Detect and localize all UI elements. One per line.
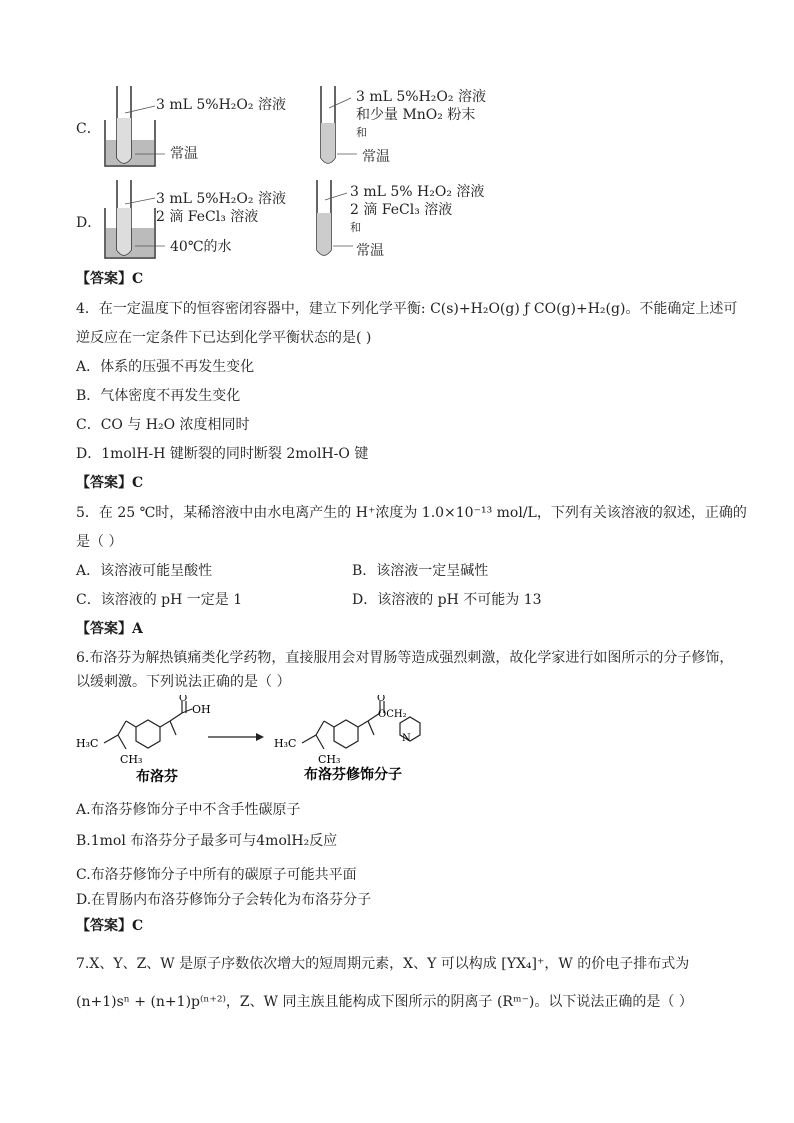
mol1-oh: OH <box>192 703 211 716</box>
q6-stem-line2: 以缓刺激。下列说法正确的是（ ） <box>76 674 291 690</box>
d-right-catalyst-label: 2 滴 FeCl₃ 溶液 <box>350 202 453 218</box>
ibuprofen-molecule <box>104 701 192 749</box>
q5-option-b: B．该溶液一定呈碱性 <box>352 563 489 579</box>
q6-answer: 【答案】C <box>76 918 144 934</box>
mol2-n: N <box>402 733 411 744</box>
q5-stem-line2: 是（ ） <box>76 534 123 550</box>
mol1-h3c: H₃C <box>76 737 99 750</box>
c-right-apparatus <box>321 86 357 163</box>
d-left-solution-label: 3 mL 5%H₂O₂ 溶液 <box>156 191 286 207</box>
mol2-ch3: CH₃ <box>318 753 341 766</box>
mol2-och2: OCH₂ <box>378 709 407 720</box>
mol1-name: 布洛芬 <box>136 769 178 785</box>
q5-stem-line1: 5．在 25 ℃时，某稀溶液中由水电离产生的 H⁺浓度为 1.0×10⁻¹³ mol/L，下列有关该溶液的叙述，正确的 <box>76 505 747 521</box>
q6-stem-line1: 6.布洛芬为解热镇痛类化学药物，直接服用会对胃肠等造成强烈刺激，故化学家进行如图所示的分子修饰， <box>76 650 734 666</box>
ibuprofen-structures <box>76 695 436 790</box>
mol2-h3c: H₃C <box>274 737 297 750</box>
d-right-apparatus <box>317 180 353 255</box>
q7-stem-line1: 7.X、Y、Z、W 是原子序数依次增大的短周期元素，X、Y 可以构成 [YX₄]⁺，W 的价电子排布式为 <box>76 956 690 972</box>
q6-option-a: A.布洛芬修饰分子中不含手性碳原子 <box>76 802 301 818</box>
q3-answer: 【答案】C <box>76 271 144 287</box>
mol2-name: 布洛芬修饰分子 <box>304 767 402 783</box>
q6-option-b: B.1mol 布洛芬分子最多可与4molH₂反应 <box>76 833 338 849</box>
q4-option-c: C．CO 与 H₂O 浓度相同时 <box>76 417 250 433</box>
q5-option-d: D．该溶液的 pH 不可能为 13 <box>352 592 542 608</box>
mol2-o: O <box>377 695 386 704</box>
q5-answer: 【答案】A <box>76 621 143 637</box>
c-right-temp-label: 常温 <box>362 149 390 165</box>
q6-option-d: D.在胃肠内布洛芬修饰分子会转化为布洛芬分子 <box>76 892 372 908</box>
mol1-o: O <box>179 695 188 704</box>
q6-option-c: C.布洛芬修饰分子中所有的碳原子可能共平面 <box>76 867 357 883</box>
q4-option-a: A．体系的压强不再发生变化 <box>76 359 255 375</box>
q4-option-b: B．气体密度不再发生变化 <box>76 388 241 404</box>
q4-answer: 【答案】C <box>76 475 144 491</box>
option-d-label: D． <box>76 215 102 231</box>
q7-stem-line2: (n+1)sⁿ + (n+1)p⁽ⁿ⁺²⁾，Z、W 同主族且能构成下图所示的阴离子 (Rᵐ⁻)。以下说法正确的是（ ） <box>76 994 693 1010</box>
c-right-and-label: 和 <box>356 126 367 139</box>
c-left-temp-label: 常温 <box>170 146 198 162</box>
c-left-solution-label: 3 mL 5%H₂O₂ 溶液 <box>156 97 286 113</box>
q5-option-a: A．该溶液可能呈酸性 <box>76 563 213 579</box>
q4-stem-line1: 4．在一定温度下的恒容密闭容器中，建立下列化学平衡: C(s)+H₂O(g) ƒ CO(g)+H₂(g)。不能确定上述可 <box>76 301 738 317</box>
c-right-catalyst-label: 和少量 MnO₂ 粉末 <box>356 107 476 123</box>
q4-option-d: D．1molH-H 键断裂的同时断裂 2molH-O 键 <box>76 446 369 462</box>
mol1-ch3: CH₃ <box>120 753 143 766</box>
c-right-solution-label: 3 mL 5%H₂O₂ 溶液 <box>356 89 486 105</box>
d-right-and-label: 和 <box>350 221 361 234</box>
d-right-solution-label: 3 mL 5% H₂O₂ 溶液 <box>350 184 485 200</box>
q5-option-c: C．该溶液的 pH 一定是 1 <box>76 592 243 608</box>
d-right-temp-label: 常温 <box>356 243 384 259</box>
d-left-catalyst-label: 2 滴 FeCl₃ 溶液 <box>156 209 259 225</box>
d-left-temp-label: 40℃的水 <box>170 239 232 255</box>
q4-stem-line2: 逆反应在一定条件下已达到化学平衡状态的是( ) <box>76 330 372 346</box>
option-c-label: C． <box>76 121 101 137</box>
